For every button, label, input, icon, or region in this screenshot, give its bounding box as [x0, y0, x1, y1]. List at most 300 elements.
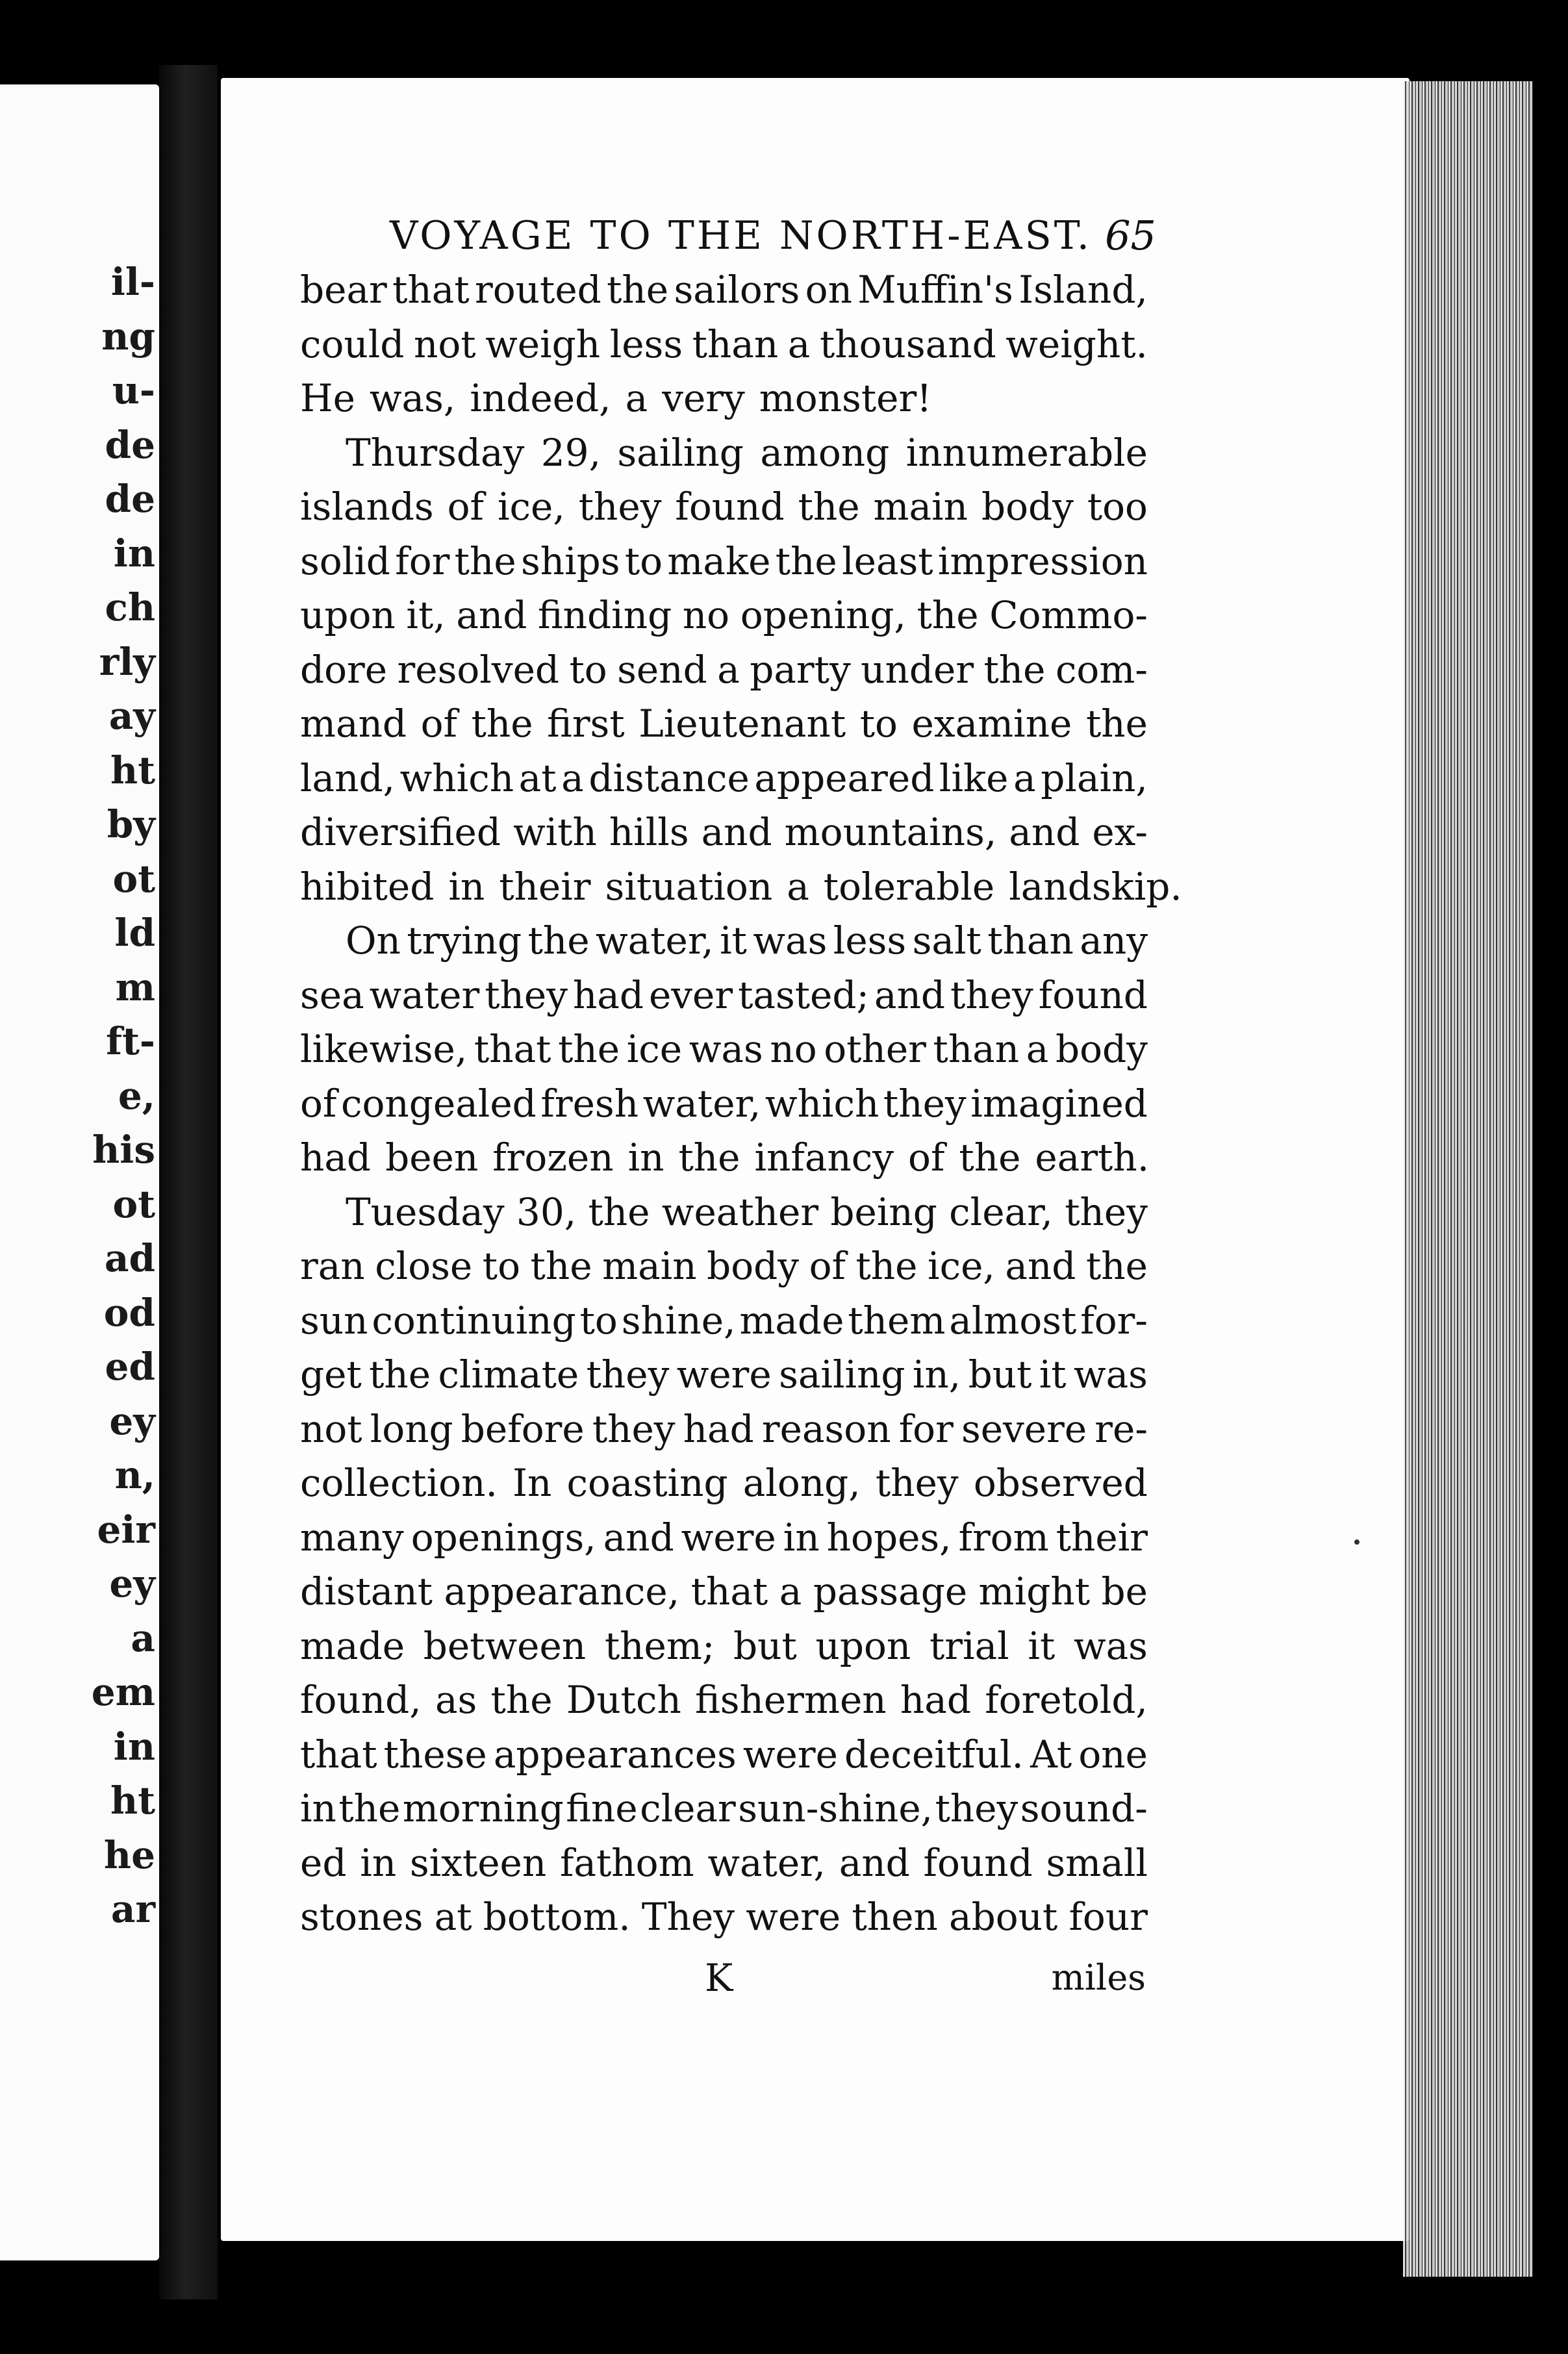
- word: Lieutenant: [639, 702, 846, 746]
- word: weather: [661, 1189, 819, 1234]
- text-line: [300, 426, 1148, 481]
- text-line: [300, 318, 1148, 372]
- word: the: [855, 1244, 918, 1288]
- word: ice,: [497, 485, 565, 529]
- word: they: [883, 1081, 967, 1126]
- word: ever: [648, 972, 733, 1017]
- word: was: [1073, 1623, 1148, 1668]
- word: close: [375, 1244, 473, 1288]
- word: small: [1046, 1840, 1148, 1885]
- word: the: [490, 1678, 553, 1722]
- page-edges: [1403, 81, 1533, 2277]
- word: Thursday: [346, 430, 525, 475]
- text-line: [300, 1673, 1148, 1728]
- word: for: [395, 538, 450, 583]
- word: They: [641, 1895, 735, 1939]
- word: water,: [596, 918, 714, 963]
- word: hopes,: [826, 1515, 952, 1560]
- word: 30,: [516, 1189, 577, 1234]
- text-line: [300, 1890, 1148, 1945]
- word: very: [662, 376, 745, 420]
- word: hills: [609, 810, 689, 854]
- word: least: [842, 538, 933, 583]
- facing-page-text-fragment: m: [115, 965, 155, 1009]
- word: shine,: [621, 1298, 736, 1343]
- word: and: [603, 1515, 674, 1560]
- word: any: [1080, 918, 1148, 963]
- word: main: [602, 1244, 697, 1288]
- word: than: [933, 1027, 1020, 1071]
- word: fishermen: [695, 1678, 887, 1722]
- word: but: [733, 1623, 797, 1668]
- word: At: [1030, 1732, 1072, 1777]
- word: that: [392, 268, 470, 312]
- text-line: [300, 1619, 1148, 1674]
- word: salt: [912, 918, 981, 963]
- word: thousand: [819, 322, 996, 366]
- word: of: [447, 485, 485, 529]
- word: first: [547, 702, 625, 746]
- word: to: [579, 1298, 618, 1343]
- word: land,: [300, 755, 396, 800]
- word: they: [950, 972, 1033, 1017]
- word: sailing: [617, 430, 744, 475]
- word: fathom: [559, 1840, 694, 1885]
- text-line: [300, 1402, 1148, 1457]
- text-line: [300, 860, 1182, 915]
- word: com-: [1055, 647, 1148, 692]
- facing-page-text-fragment: ng: [101, 314, 155, 359]
- word: sailing: [779, 1352, 905, 1397]
- word: likewise,: [300, 1027, 468, 1071]
- word: morning: [402, 1786, 564, 1830]
- facing-page-text-fragment: a: [131, 1615, 155, 1660]
- word: not: [300, 1406, 362, 1451]
- ink-speck: [1354, 1539, 1359, 1545]
- word: the: [917, 593, 979, 637]
- word: with: [512, 810, 597, 854]
- word: the: [983, 647, 1046, 692]
- word: body: [707, 1244, 800, 1288]
- word: In: [512, 1461, 552, 1505]
- word: than: [987, 918, 1074, 963]
- word: sixteen: [409, 1840, 547, 1885]
- word: as: [435, 1678, 477, 1722]
- word: passage: [813, 1569, 968, 1614]
- word: a: [779, 1569, 802, 1614]
- word: them;: [604, 1623, 715, 1668]
- word: the: [338, 1786, 401, 1830]
- word: opening,: [740, 593, 906, 637]
- word: plain,: [1041, 755, 1148, 800]
- word: Tuesday: [346, 1189, 505, 1234]
- word: were: [742, 1732, 838, 1777]
- word: the: [527, 918, 590, 963]
- word: islands: [300, 485, 434, 529]
- text-line: [300, 1565, 1148, 1619]
- word: frozen: [492, 1135, 614, 1180]
- word: situation: [605, 864, 773, 909]
- word: the: [454, 538, 516, 583]
- facing-page-text-fragment: e,: [118, 1073, 155, 1118]
- word: found: [1038, 972, 1148, 1017]
- word: it: [1028, 1623, 1056, 1668]
- word: On: [346, 918, 401, 963]
- text-line: [300, 263, 1148, 318]
- body-text: [300, 263, 1182, 1945]
- text-line: [300, 968, 1148, 1023]
- word: Muffin's: [857, 268, 1013, 312]
- word: under: [861, 647, 974, 692]
- facing-page-text-fragment: ay: [108, 694, 155, 738]
- text-line: [300, 752, 1148, 806]
- word: monster!: [759, 376, 932, 420]
- word: their: [1056, 1515, 1148, 1560]
- facing-page-text-fragment: ld: [114, 911, 155, 955]
- facing-page-text-fragment: n,: [114, 1453, 155, 1497]
- word: the: [1085, 1244, 1148, 1288]
- word: among: [760, 430, 890, 475]
- word: than: [692, 322, 779, 366]
- word: in,: [912, 1352, 961, 1397]
- facing-page-text-fragment: by: [107, 802, 155, 846]
- word: the: [798, 485, 860, 529]
- signature-mark: K: [705, 1956, 733, 2000]
- facing-page-text-fragment: his: [92, 1128, 155, 1172]
- word: ice,: [928, 1244, 995, 1288]
- word: along,: [742, 1461, 861, 1505]
- word: their: [499, 864, 591, 909]
- word: been: [385, 1135, 479, 1180]
- facing-page-text-fragment: ad: [104, 1236, 155, 1280]
- word: a: [787, 322, 811, 366]
- word: almost: [949, 1298, 1077, 1343]
- word: for-: [1080, 1298, 1148, 1343]
- word: upon: [815, 1623, 911, 1668]
- facing-page-text-fragment: ar: [110, 1887, 155, 1931]
- word: appearance,: [444, 1569, 680, 1614]
- word: were: [746, 1895, 841, 1939]
- word: Commo-: [989, 593, 1148, 637]
- word: sun: [300, 1298, 368, 1343]
- word: it: [1039, 1352, 1067, 1397]
- facing-page-text-fragment: em: [91, 1670, 155, 1714]
- word: less: [833, 918, 907, 963]
- text-line: [300, 1239, 1148, 1294]
- word: send: [617, 647, 707, 692]
- word: had: [300, 1135, 372, 1180]
- word: sound-: [1020, 1786, 1148, 1830]
- word: in: [783, 1515, 820, 1560]
- word: dore: [300, 647, 388, 692]
- word: the: [959, 1135, 1021, 1180]
- word: being: [830, 1189, 937, 1234]
- word: clear: [640, 1786, 736, 1830]
- word: that: [474, 1027, 551, 1071]
- word: a: [787, 864, 809, 909]
- word: distant: [300, 1569, 433, 1614]
- word: and: [456, 593, 527, 637]
- word: climate: [438, 1352, 579, 1397]
- word: to: [859, 702, 898, 746]
- word: party: [750, 647, 851, 692]
- running-head-title: VOYAGE TO THE NORTH-EAST.: [390, 213, 1092, 259]
- word: make: [667, 538, 771, 583]
- word: they: [578, 485, 662, 529]
- text-line: [300, 1131, 1148, 1185]
- page-number: 65: [1105, 212, 1156, 259]
- word: for: [898, 1406, 954, 1451]
- word: which: [765, 1081, 879, 1126]
- word: on: [805, 268, 852, 312]
- word: sea: [300, 972, 364, 1017]
- word: bear: [300, 268, 387, 312]
- text-line: [300, 535, 1148, 589]
- word: water,: [707, 1840, 826, 1885]
- word: deceitful.: [844, 1732, 1024, 1777]
- word: no: [770, 1027, 817, 1071]
- word: they: [592, 1406, 676, 1451]
- word: water: [369, 972, 480, 1017]
- text-line: [300, 643, 1148, 698]
- word: infancy: [754, 1135, 894, 1180]
- word: in: [360, 1840, 397, 1885]
- word: of: [420, 702, 458, 746]
- word: foretold,: [985, 1678, 1148, 1722]
- word: could: [300, 322, 405, 366]
- text-line: [300, 1782, 1148, 1836]
- word: the: [558, 1027, 620, 1071]
- word: distance: [588, 755, 750, 800]
- word: ex-: [1092, 810, 1148, 854]
- facing-page-text-fragment: de: [105, 422, 155, 467]
- word: the: [607, 268, 669, 312]
- word: to: [624, 538, 663, 583]
- word: landskip.: [1009, 864, 1182, 909]
- word: ed: [300, 1840, 347, 1885]
- facing-page-text-fragment: de: [105, 477, 155, 521]
- word: in: [627, 1135, 664, 1180]
- word: trial: [929, 1623, 1009, 1668]
- word: a: [561, 755, 584, 800]
- facing-page-text-fragment: eir: [97, 1507, 155, 1552]
- facing-page-text-fragment: u-: [112, 368, 155, 412]
- word: was,: [369, 376, 456, 420]
- text-line: [300, 1022, 1148, 1077]
- word: at: [434, 1895, 472, 1939]
- word: ships: [520, 538, 620, 583]
- word: had: [900, 1678, 971, 1722]
- word: reason: [761, 1406, 891, 1451]
- word: Dutch: [566, 1678, 681, 1722]
- word: that: [690, 1569, 768, 1614]
- facing-page-text-fragment: in: [113, 1724, 155, 1769]
- word: coasting: [566, 1461, 728, 1505]
- word: the: [530, 1244, 592, 1288]
- facing-page-fragment: [0, 84, 159, 2260]
- word: get: [300, 1352, 362, 1397]
- word: resolved: [397, 647, 560, 692]
- word: and: [874, 972, 946, 1017]
- word: re-: [1094, 1406, 1148, 1451]
- text-line: [300, 1511, 1148, 1565]
- word: examine: [911, 702, 1072, 746]
- word: were: [681, 1515, 776, 1560]
- word: tasted;: [738, 972, 870, 1017]
- word: in: [448, 864, 485, 909]
- word: sun-shine,: [738, 1786, 933, 1830]
- text-line: [300, 805, 1148, 860]
- word: ice: [626, 1027, 683, 1071]
- catchword: miles: [1051, 1957, 1146, 1998]
- word: had: [572, 972, 644, 1017]
- word: between: [423, 1623, 587, 1668]
- word: a: [717, 647, 740, 692]
- word: imagined: [970, 1081, 1148, 1126]
- word: the: [1085, 702, 1148, 746]
- facing-page-text-fragment: ft-: [106, 1019, 155, 1063]
- word: in: [300, 1786, 336, 1830]
- facing-page-text-fragment: il-: [110, 260, 155, 304]
- text-line: [300, 1185, 1148, 1240]
- text-line: [300, 697, 1148, 752]
- word: fine: [566, 1786, 638, 1830]
- word: severe: [961, 1406, 1087, 1451]
- word: the: [369, 1352, 431, 1397]
- word: routed: [475, 268, 601, 312]
- word: 29,: [540, 430, 601, 475]
- text-line: [300, 588, 1148, 643]
- word: weigh: [485, 322, 601, 366]
- word: innumerable: [905, 430, 1148, 475]
- word: no: [682, 593, 730, 637]
- word: a: [625, 376, 648, 420]
- text-line: [300, 1077, 1148, 1132]
- word: not: [413, 322, 476, 366]
- word: found,: [300, 1678, 422, 1722]
- word: collection.: [300, 1461, 498, 1505]
- word: be: [1101, 1569, 1148, 1614]
- word: finding: [538, 593, 672, 637]
- word: clear,: [949, 1189, 1053, 1234]
- word: then: [852, 1895, 938, 1939]
- facing-page-text-fragment: in: [113, 531, 155, 576]
- word: that: [300, 1732, 377, 1777]
- word: it,: [406, 593, 446, 637]
- text-line: [300, 914, 1148, 968]
- word: like: [939, 755, 1009, 800]
- word: He: [300, 376, 355, 420]
- word: and: [1009, 810, 1080, 854]
- word: impression: [937, 538, 1148, 583]
- text-line: [300, 372, 1148, 426]
- word: openings,: [411, 1515, 596, 1560]
- word: of: [809, 1244, 846, 1288]
- word: was: [689, 1027, 763, 1071]
- word: continuing: [372, 1298, 576, 1343]
- word: too: [1087, 485, 1148, 529]
- word: and: [701, 810, 772, 854]
- facing-page-text-fragment: he: [103, 1832, 155, 1877]
- facing-page-text-fragment: ht: [110, 1778, 155, 1823]
- word: fresh: [540, 1081, 639, 1126]
- word: less: [609, 322, 683, 366]
- word: the: [471, 702, 533, 746]
- word: Island,: [1018, 268, 1148, 312]
- text-line: [300, 1348, 1148, 1402]
- word: made: [739, 1298, 844, 1343]
- word: many: [300, 1515, 404, 1560]
- word: hibited: [300, 864, 435, 909]
- word: to: [482, 1244, 521, 1288]
- word: and: [839, 1840, 910, 1885]
- word: to: [569, 647, 607, 692]
- word: earth.: [1035, 1135, 1150, 1180]
- word: at: [518, 755, 557, 800]
- word: found: [675, 485, 785, 529]
- text-line: [300, 480, 1148, 535]
- word: were: [676, 1352, 772, 1397]
- facing-page-text-fragment: rly: [99, 639, 155, 684]
- word: congealed: [341, 1081, 537, 1126]
- word: about: [948, 1895, 1058, 1939]
- facing-page-text-fragment: ey: [109, 1562, 155, 1606]
- word: sailors: [674, 268, 800, 312]
- word: it: [720, 918, 747, 963]
- word: stones: [300, 1895, 424, 1939]
- word: other: [824, 1027, 926, 1071]
- facing-page-text-fragment: ch: [105, 585, 155, 629]
- text-line: [300, 1836, 1148, 1891]
- word: indeed,: [470, 376, 611, 420]
- word: these: [383, 1732, 487, 1777]
- word: was: [753, 918, 828, 963]
- word: body: [1055, 1027, 1148, 1071]
- word: before: [461, 1406, 585, 1451]
- word: the: [775, 538, 837, 583]
- word: might: [978, 1569, 1091, 1614]
- word: trying: [407, 918, 522, 963]
- word: appeared: [754, 755, 935, 800]
- word: they: [875, 1461, 959, 1505]
- facing-page-text-fragment: ey: [109, 1398, 155, 1443]
- word: mand: [300, 702, 407, 746]
- word: them: [848, 1298, 946, 1343]
- word: long: [370, 1406, 453, 1451]
- running-head: [390, 207, 1156, 265]
- word: appearances: [493, 1732, 737, 1777]
- word: ran: [300, 1244, 365, 1288]
- word: mountains,: [784, 810, 997, 854]
- facing-page-text-fragment: od: [103, 1290, 155, 1335]
- facing-page-text-fragment: ot: [112, 1182, 155, 1226]
- text-line: [300, 1294, 1148, 1348]
- word: a: [1026, 1027, 1049, 1071]
- word: one: [1078, 1732, 1148, 1777]
- facing-page-text-fragment: ht: [110, 748, 155, 792]
- word: diversified: [300, 810, 501, 854]
- text-line: [300, 1456, 1148, 1511]
- word: and: [1005, 1244, 1076, 1288]
- word: four: [1069, 1895, 1148, 1939]
- word: upon: [300, 593, 396, 637]
- word: a: [1013, 755, 1036, 800]
- word: from: [958, 1515, 1049, 1560]
- word: the: [588, 1189, 650, 1234]
- word: which: [399, 755, 514, 800]
- word: water,: [642, 1081, 761, 1126]
- word: they: [1065, 1189, 1148, 1234]
